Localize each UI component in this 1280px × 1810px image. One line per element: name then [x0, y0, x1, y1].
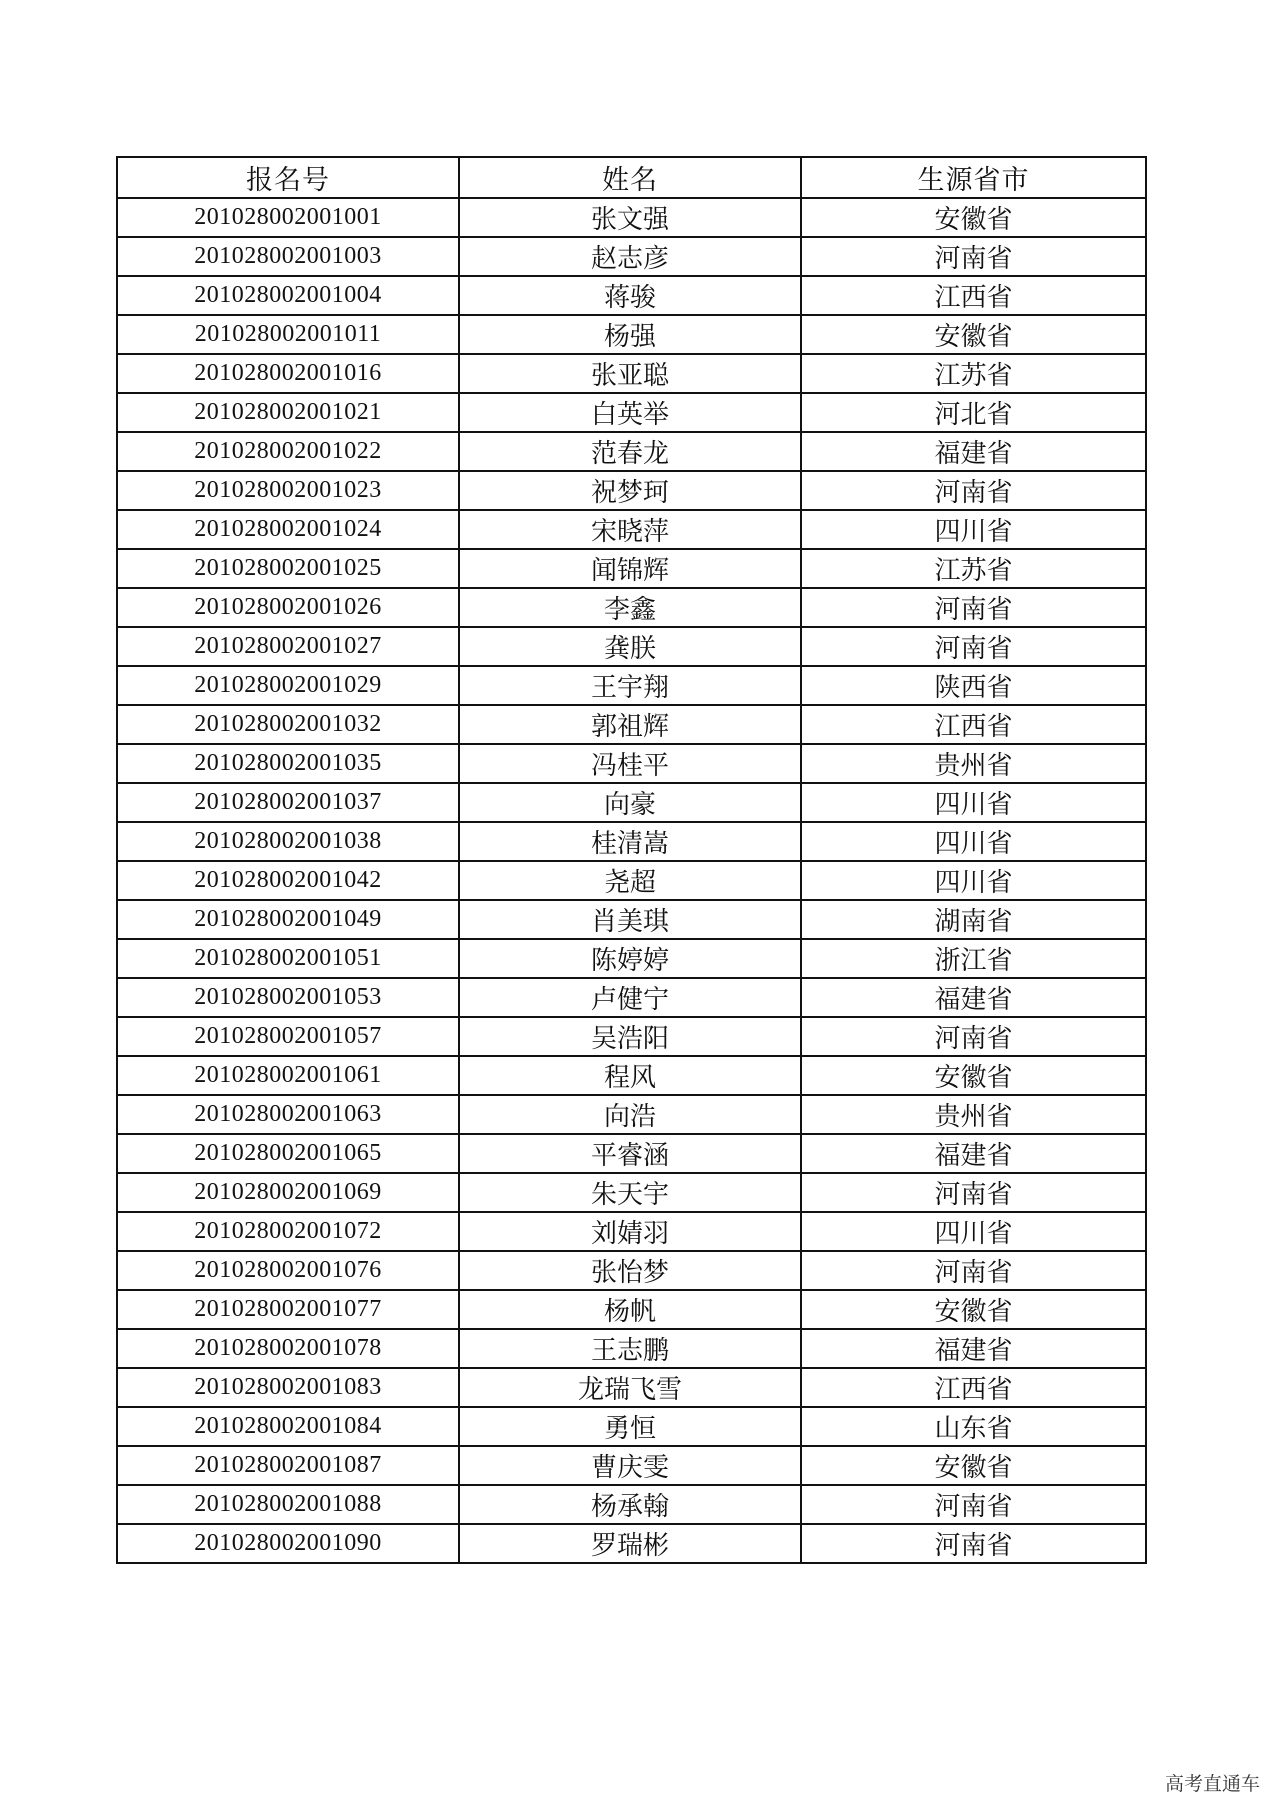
table-row — [117, 198, 1146, 237]
province-cell: 山东省 — [801, 1407, 1146, 1446]
admission-list-table — [116, 156, 1147, 1564]
province-cell: 贵州省 — [801, 1095, 1146, 1134]
table-row — [117, 1017, 1146, 1056]
province-cell: 河南省 — [801, 471, 1146, 510]
name-cell: 王宇翔 — [459, 666, 801, 705]
registration-number-cell: 201028002001069 — [117, 1173, 459, 1212]
registration-number-cell: 201028002001026 — [117, 588, 459, 627]
registration-number-cell: 201028002001049 — [117, 900, 459, 939]
registration-number-cell: 201028002001077 — [117, 1290, 459, 1329]
name-cell: 陈婷婷 — [459, 939, 801, 978]
province-cell: 江苏省 — [801, 549, 1146, 588]
name-cell: 杨承翰 — [459, 1485, 801, 1524]
name-cell: 朱天宇 — [459, 1173, 801, 1212]
registration-number-cell: 201028002001051 — [117, 939, 459, 978]
table-row — [117, 705, 1146, 744]
registration-number-cell: 201028002001061 — [117, 1056, 459, 1095]
registration-number-cell: 201028002001037 — [117, 783, 459, 822]
registration-number-cell: 201028002001035 — [117, 744, 459, 783]
registration-number-cell: 201028002001084 — [117, 1407, 459, 1446]
name-cell: 曹庆雯 — [459, 1446, 801, 1485]
registration-number-cell: 201028002001011 — [117, 315, 459, 354]
table-row — [117, 627, 1146, 666]
table-row — [117, 588, 1146, 627]
name-cell: 平睿涵 — [459, 1134, 801, 1173]
province-cell: 福建省 — [801, 1134, 1146, 1173]
table-row — [117, 237, 1146, 276]
table-row — [117, 1329, 1146, 1368]
registration-number-cell: 201028002001065 — [117, 1134, 459, 1173]
province-cell: 安徽省 — [801, 315, 1146, 354]
province-cell: 湖南省 — [801, 900, 1146, 939]
province-cell: 福建省 — [801, 978, 1146, 1017]
province-cell: 江西省 — [801, 1368, 1146, 1407]
registration-number-cell: 201028002001042 — [117, 861, 459, 900]
province-cell: 贵州省 — [801, 744, 1146, 783]
name-cell: 蒋骏 — [459, 276, 801, 315]
registration-number-cell: 201028002001001 — [117, 198, 459, 237]
registration-number-cell: 201028002001004 — [117, 276, 459, 315]
registration-number-cell: 201028002001072 — [117, 1212, 459, 1251]
name-cell: 张怡梦 — [459, 1251, 801, 1290]
province-cell: 福建省 — [801, 432, 1146, 471]
province-cell: 江西省 — [801, 705, 1146, 744]
province-cell: 江西省 — [801, 276, 1146, 315]
registration-number-cell: 201028002001083 — [117, 1368, 459, 1407]
province-cell: 河南省 — [801, 237, 1146, 276]
table-row — [117, 432, 1146, 471]
header-registration-number: 报名号 — [117, 157, 459, 198]
registration-number-cell: 201028002001090 — [117, 1524, 459, 1563]
name-cell: 祝梦珂 — [459, 471, 801, 510]
table-row — [117, 1056, 1146, 1095]
registration-number-cell: 201028002001029 — [117, 666, 459, 705]
registration-number-cell: 201028002001022 — [117, 432, 459, 471]
name-cell: 尧超 — [459, 861, 801, 900]
table-row — [117, 1524, 1146, 1563]
table-row — [117, 822, 1146, 861]
registration-number-cell: 201028002001027 — [117, 627, 459, 666]
province-cell: 四川省 — [801, 510, 1146, 549]
registration-number-cell: 201028002001057 — [117, 1017, 459, 1056]
registration-number-cell: 201028002001003 — [117, 237, 459, 276]
province-cell: 河南省 — [801, 627, 1146, 666]
table-row — [117, 978, 1146, 1017]
province-cell: 河南省 — [801, 1017, 1146, 1056]
name-cell: 郭祖辉 — [459, 705, 801, 744]
registration-number-cell: 201028002001038 — [117, 822, 459, 861]
province-cell: 四川省 — [801, 822, 1146, 861]
name-cell: 张亚聪 — [459, 354, 801, 393]
name-cell: 冯桂平 — [459, 744, 801, 783]
province-cell: 河南省 — [801, 1485, 1146, 1524]
province-cell: 安徽省 — [801, 1290, 1146, 1329]
registration-number-cell: 201028002001087 — [117, 1446, 459, 1485]
province-cell: 河南省 — [801, 1173, 1146, 1212]
header-name: 姓名 — [459, 157, 801, 198]
name-cell: 肖美琪 — [459, 900, 801, 939]
registration-number-cell: 201028002001078 — [117, 1329, 459, 1368]
registration-number-cell: 201028002001023 — [117, 471, 459, 510]
table-row — [117, 1251, 1146, 1290]
province-cell: 福建省 — [801, 1329, 1146, 1368]
table-row — [117, 1446, 1146, 1485]
name-cell: 白英举 — [459, 393, 801, 432]
registration-number-cell: 201028002001024 — [117, 510, 459, 549]
registration-number-cell: 201028002001053 — [117, 978, 459, 1017]
table-row — [117, 1368, 1146, 1407]
registration-number-cell: 201028002001016 — [117, 354, 459, 393]
name-cell: 向浩 — [459, 1095, 801, 1134]
table-row — [117, 783, 1146, 822]
registration-number-cell: 201028002001076 — [117, 1251, 459, 1290]
province-cell: 四川省 — [801, 783, 1146, 822]
table-row — [117, 900, 1146, 939]
table-row — [117, 1134, 1146, 1173]
watermark-text: 高考直通车 — [1164, 1773, 1260, 1795]
table-row — [117, 1212, 1146, 1251]
name-cell: 王志鹏 — [459, 1329, 801, 1368]
registration-number-cell: 201028002001025 — [117, 549, 459, 588]
table-row — [117, 471, 1146, 510]
name-cell: 程风 — [459, 1056, 801, 1095]
name-cell: 闻锦辉 — [459, 549, 801, 588]
table-row — [117, 744, 1146, 783]
name-cell: 杨帆 — [459, 1290, 801, 1329]
registration-number-cell: 201028002001088 — [117, 1485, 459, 1524]
name-cell: 桂清嵩 — [459, 822, 801, 861]
name-cell: 向豪 — [459, 783, 801, 822]
header-province: 生源省市 — [801, 157, 1146, 198]
name-cell: 杨强 — [459, 315, 801, 354]
table-row — [117, 549, 1146, 588]
province-cell: 安徽省 — [801, 1446, 1146, 1485]
province-cell: 陕西省 — [801, 666, 1146, 705]
province-cell: 安徽省 — [801, 198, 1146, 237]
province-cell: 浙江省 — [801, 939, 1146, 978]
name-cell: 李鑫 — [459, 588, 801, 627]
name-cell: 宋晓萍 — [459, 510, 801, 549]
name-cell: 卢健宁 — [459, 978, 801, 1017]
table-row — [117, 1290, 1146, 1329]
table-row — [117, 1095, 1146, 1134]
table-row — [117, 1173, 1146, 1212]
name-cell: 吴浩阳 — [459, 1017, 801, 1056]
name-cell: 张文强 — [459, 198, 801, 237]
name-cell: 刘婧羽 — [459, 1212, 801, 1251]
table-row — [117, 393, 1146, 432]
registration-number-cell: 201028002001032 — [117, 705, 459, 744]
table-row — [117, 510, 1146, 549]
name-cell: 赵志彦 — [459, 237, 801, 276]
province-cell: 河南省 — [801, 1524, 1146, 1563]
registration-number-cell: 201028002001063 — [117, 1095, 459, 1134]
province-cell: 河南省 — [801, 1251, 1146, 1290]
table-body — [117, 198, 1146, 1563]
registration-number-cell: 201028002001021 — [117, 393, 459, 432]
province-cell: 四川省 — [801, 861, 1146, 900]
province-cell: 安徽省 — [801, 1056, 1146, 1095]
name-cell: 罗瑞彬 — [459, 1524, 801, 1563]
table-row — [117, 861, 1146, 900]
province-cell: 江苏省 — [801, 354, 1146, 393]
province-cell: 四川省 — [801, 1212, 1146, 1251]
name-cell: 龚朕 — [459, 627, 801, 666]
table-row — [117, 666, 1146, 705]
table-header-row — [117, 157, 1146, 198]
table-row — [117, 939, 1146, 978]
province-cell: 河南省 — [801, 588, 1146, 627]
table-row — [117, 1407, 1146, 1446]
table-row — [117, 276, 1146, 315]
table-row — [117, 1485, 1146, 1524]
name-cell: 范春龙 — [459, 432, 801, 471]
province-cell: 河北省 — [801, 393, 1146, 432]
name-cell: 勇恒 — [459, 1407, 801, 1446]
table-row — [117, 315, 1146, 354]
table-row — [117, 354, 1146, 393]
name-cell: 龙瑞飞雪 — [459, 1368, 801, 1407]
